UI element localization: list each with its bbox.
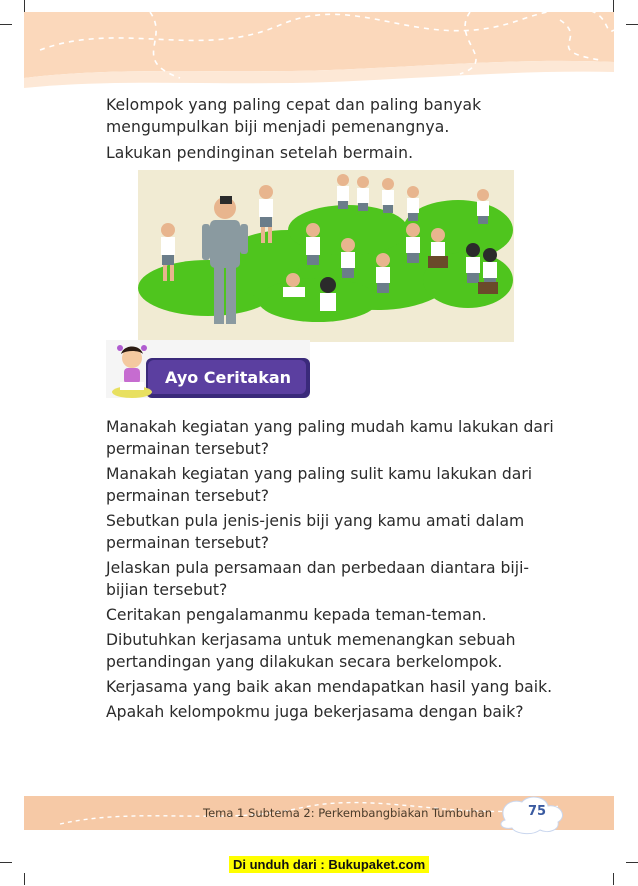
question-item: Sebutkan pula jenis-jenis biji yang kamu amati dalam permainan tersebut? [106, 512, 525, 552]
question-item: Manakah kegiatan yang paling sulit kamu lakukan dari permainan tersebut? [106, 465, 533, 505]
question-item: Dibutuhkan kerjasama untuk memenangkan sebuah pertandingan yang dilakukan secara berkelompok. [106, 631, 516, 671]
question-list [106, 416, 566, 726]
question-item: Apakah kelompokmu juga bekerjasama dengan baik? [106, 703, 524, 721]
intro-paragraph: Lakukan pendinginan setelah bermain. [106, 144, 414, 162]
question-item: Jelaskan pula persamaan dan perbedaan diantara biji-bijian tersebut? [106, 559, 530, 599]
question-item: Kerjasama yang baik akan mendapatkan hasil yang baik. [106, 678, 553, 696]
top-decorative-band [0, 0, 638, 90]
question-item: Manakah kegiatan yang paling mudah kamu lakukan dari permainan tersebut? [106, 418, 554, 458]
banner-title: Ayo Ceritakan [165, 368, 292, 387]
page-number: 75 [527, 804, 547, 819]
download-source-label: Di unduh dari : Bukupaket.com [229, 856, 429, 873]
footer-subtitle: Tema 1 Subtema 2: Perkembangbiakan Tumbuhan [203, 806, 493, 820]
question-item: Ceritakan pengalamanmu kepada teman-teman. [106, 606, 487, 624]
intro-text [106, 94, 566, 168]
intro-paragraph: Kelompok yang paling cepat dan paling banyak mengumpulkan biji menjadi pemenangnya. [106, 96, 482, 136]
children-playing-illustration [138, 170, 514, 342]
